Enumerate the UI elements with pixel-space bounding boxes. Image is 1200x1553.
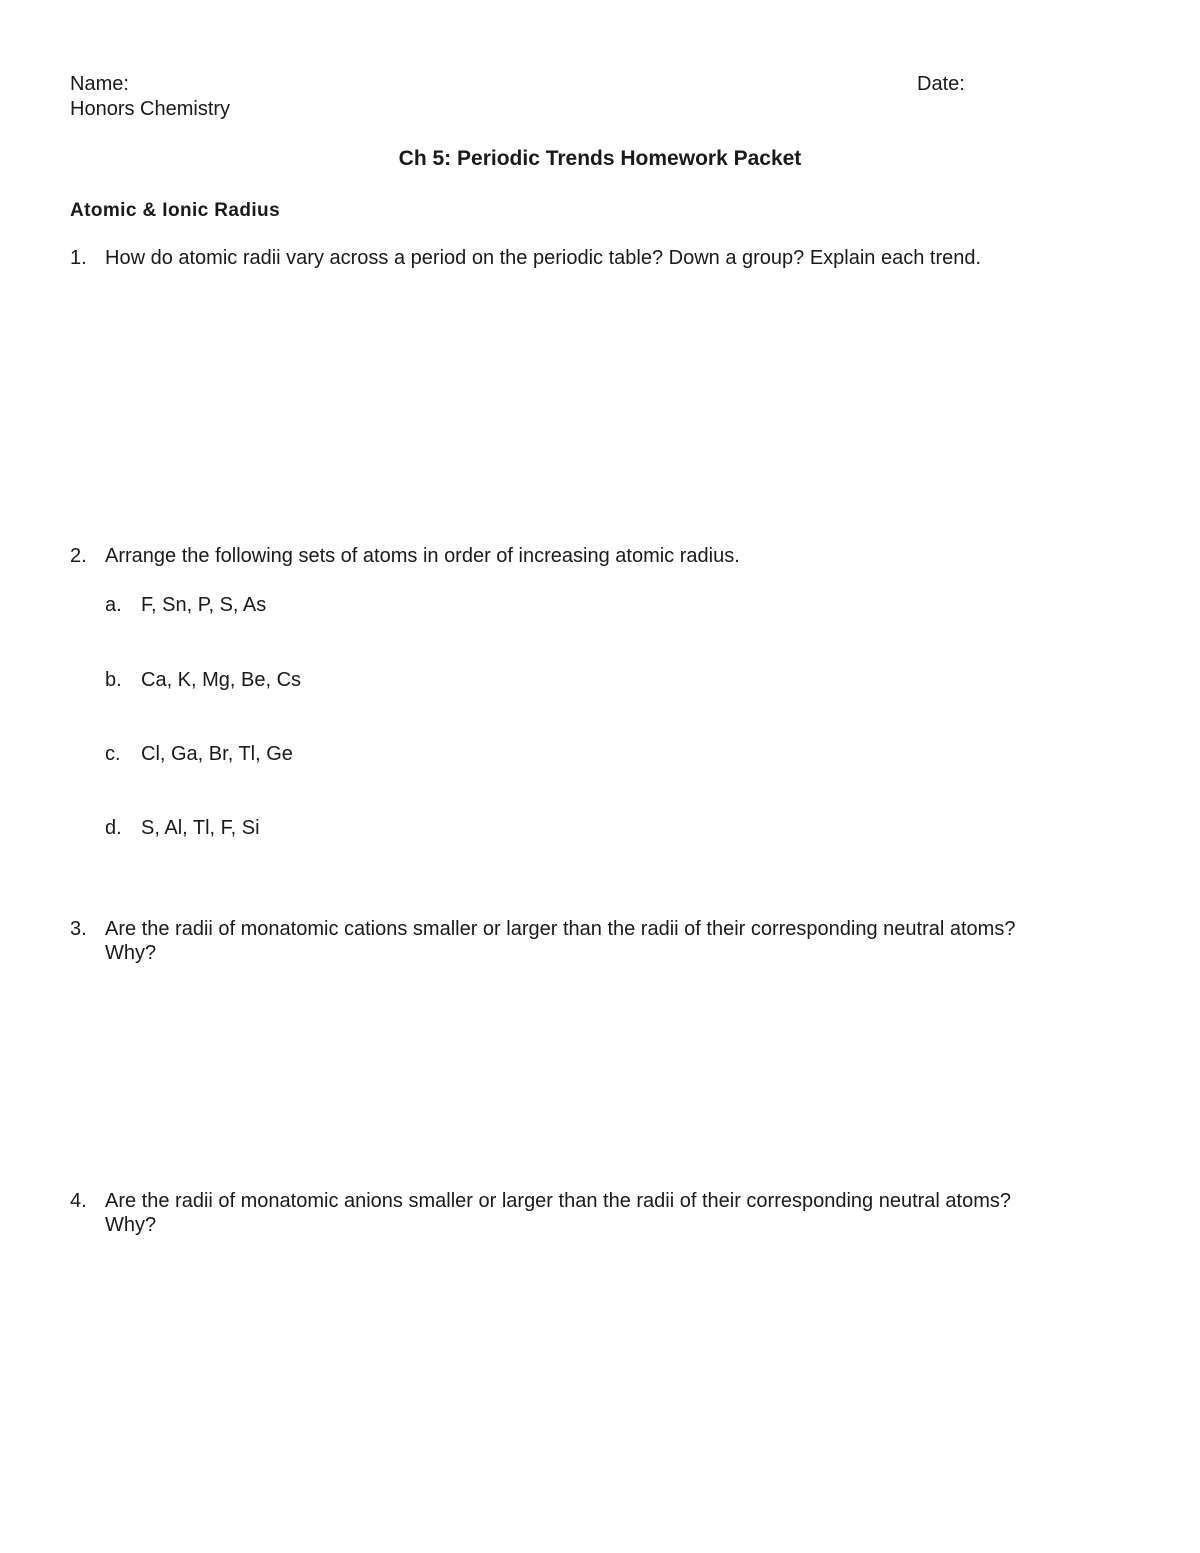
sub-question-letter: c. [105,743,121,765]
sub-question-text: S, Al, Tl, F, Si [141,817,260,839]
question-number: 4. [70,1190,87,1212]
date-label: Date: [917,73,965,95]
question-number: 2. [70,545,87,567]
question-text-continued: Why? [105,1214,157,1236]
sub-question-letter: a. [105,594,122,616]
sub-question-letter: d. [105,817,122,839]
question-text: Are the radii of monatomic anions smaller or larger than the radii of their corresponding neutral atoms? [105,1190,1012,1212]
page-title: Ch 5: Periodic Trends Homework Packet [398,147,802,170]
name-label: Name: [70,73,129,95]
question-number: 3. [70,918,87,940]
sub-question-text: F, Sn, P, S, As [141,594,267,616]
question-text: Are the radii of monatomic cations smaller or larger than the radii of their corresponding neutral atoms? [105,918,1016,940]
question-number: 1. [70,247,87,269]
section-heading: Atomic & Ionic Radius [70,200,281,221]
question-text: Arrange the following sets of atoms in order of increasing atomic radius. [105,545,740,567]
sub-question-text: Cl, Ga, Br, Tl, Ge [141,743,293,765]
question-text-continued: Why? [105,942,157,964]
course-name: Honors Chemistry [70,98,231,120]
sub-question-text: Ca, K, Mg, Be, Cs [141,669,302,691]
question-text: How do atomic radii vary across a period on the periodic table? Down a group? Explain each trend. [105,247,982,269]
sub-question-letter: b. [105,669,122,691]
